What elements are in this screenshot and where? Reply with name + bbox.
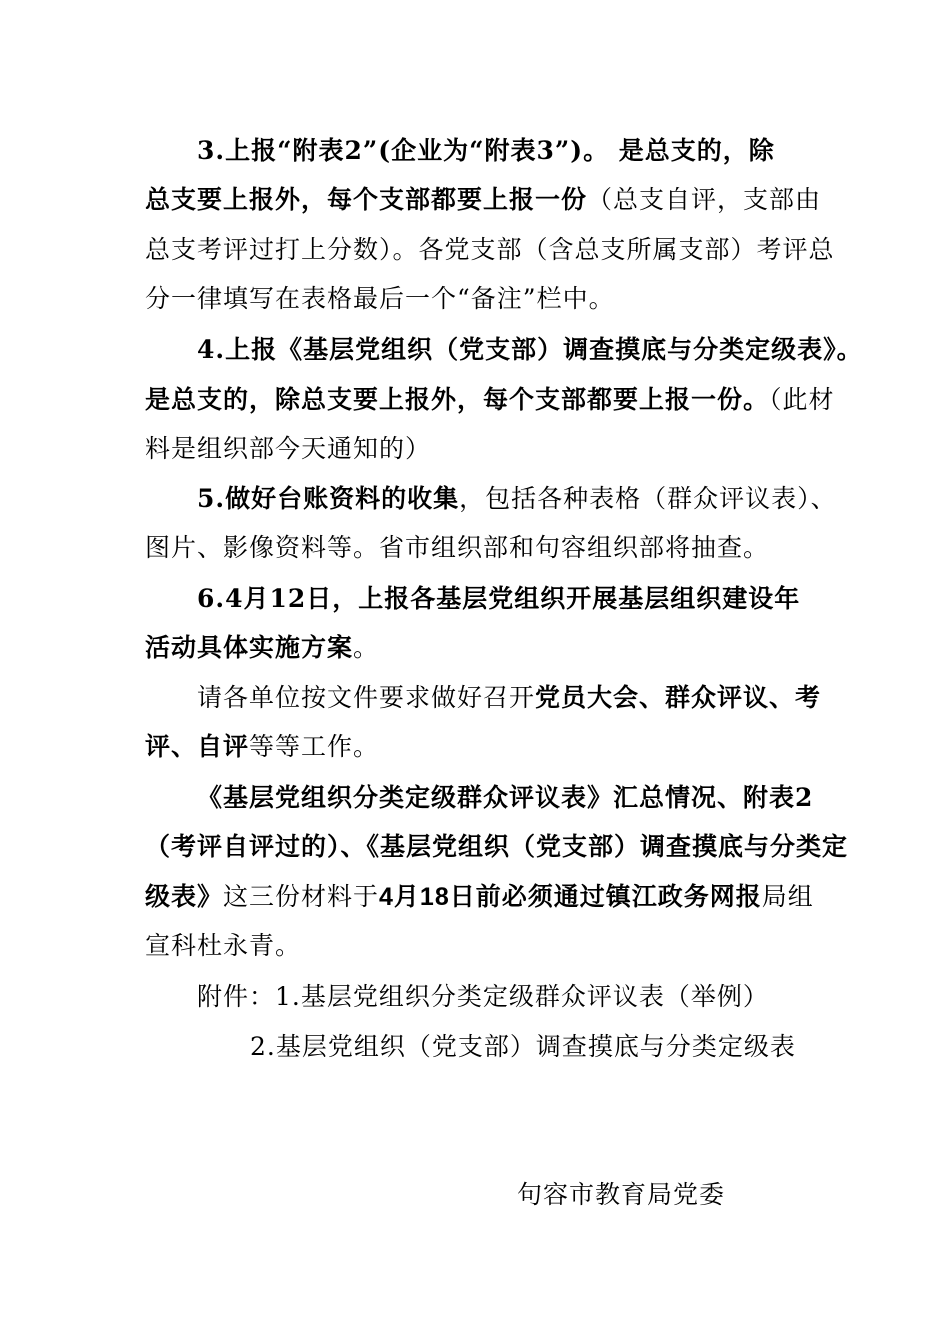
item6-line2-normal: 。 [353,633,380,662]
summary-line3-bold-a: 级表》 [145,882,224,911]
item4-line1: 4.上报《基层党组织（党支部）调查摸底与分类定级表》。 [197,335,863,364]
item3-line2 [145,182,821,218]
item6-line2 [145,630,379,666]
request-line1-normal: 请各单位按文件要求做好召开 [197,683,536,712]
request-line2 [145,729,379,765]
item6-line1: 6.4月12日，上报各基层党组织开展基层组织建设年 [197,584,801,613]
attachment-2: 2.基层党组织（党支部）调查摸底与分类定级表 [250,1032,796,1061]
item3-line2-normal: （总支自评，支部由 [587,185,822,214]
item5-line2: 图片、影像资料等。省市组织部和句容组织部将抽查。 [145,533,770,562]
item4-line2-bold: 是总支的，除总支要上报外，每个支部都要上报一份。 [145,385,770,414]
summary-line3-normal-b: 局组 [761,882,814,911]
summary-line3 [145,879,814,915]
item6-line2-bold: 活动具体实施方案 [145,633,354,662]
item4-line2 [145,382,835,418]
request-line2-bold: 评、自评 [145,732,250,761]
summary-line4: 宣科杜永青。 [145,931,302,960]
summary-line3-normal-a: 这三份材料于 [223,882,380,911]
item4-line2-normal: （此材 [769,385,835,414]
item5-line1-normal: ，包括各种表格（群众评议表）、 [459,484,837,513]
item5-line1-bold: 5.做好台账资料的收集 [197,484,460,513]
summary-line2: （考评自评过的）、《基层党组织（党支部）调查摸底与分类定 [145,832,849,861]
signature: 句容市教育局党委 [517,1180,726,1209]
item3-line2-bold: 总支要上报外，每个支部都要上报一份 [145,185,588,214]
request-line1 [197,680,821,716]
item3-line4: 分一律填写在表格最后一个“备注”栏中。 [145,284,615,313]
item4-line3: 料是组织部今天通知的） [145,434,432,463]
item3-line1: 3.上报“附表2”(企业为“附表3”)。 是总支的，除 [197,136,775,165]
item5-line1 [197,481,837,517]
summary-line1: 《基层党组织分类定级群众评议表》汇总情况、附表2 [197,783,814,812]
request-line2-normal: 等等工作。 [249,732,380,761]
request-line1-bold: 党员大会、群众评议、考 [535,683,822,712]
item3-line3: 总支考评过打上分数）。各党支部（含总支所属支部）考评总 [145,235,835,264]
summary-deadline: 4月18日前必须通过镇江政务网报 [379,883,762,911]
attachment-1: 附件：1.基层党组织分类定级群众评议表（举例） [197,982,769,1011]
